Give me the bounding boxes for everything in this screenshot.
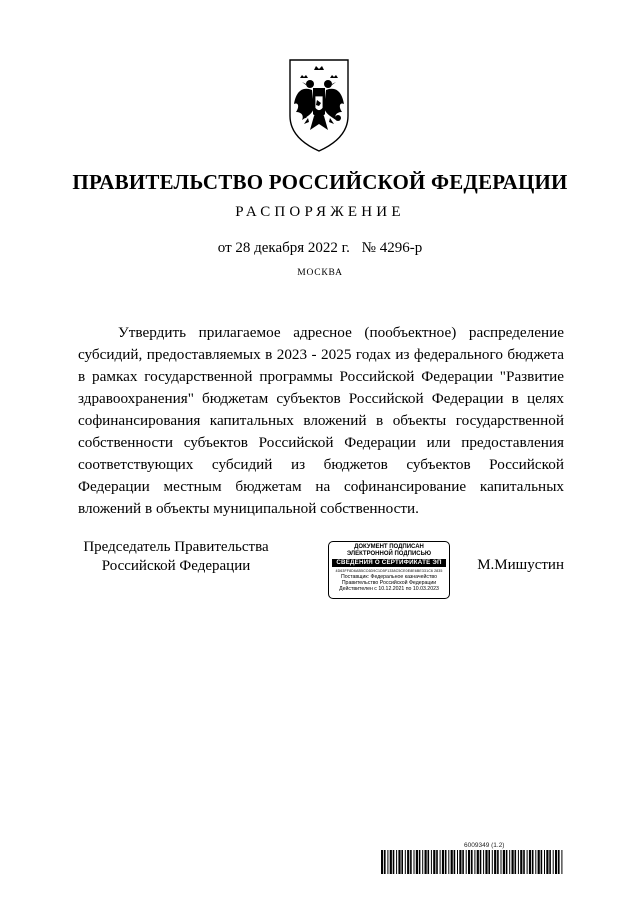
order-text: Утвердить прилагаемое адресное (пообъектное) распределение субсидий, предоставляемых в 2023 - 2025 годах из федерального бюджета в рамках государственной программы Российской Федерации "Развитие здравоохранения" бюджетам субъектов Российской Федерации в целях софинансирования капитальных вложений в объекты государственной собственности субъектов Российской Федерации или предоставления соответствующих субсидий из бюджетов субъектов Российской Федерации местным бюджетам на софинансирование капитальных вложений в объекты муниципальной собственности. [78, 324, 564, 517]
barcode-icon [381, 850, 564, 874]
date-number-line [0, 240, 640, 257]
stamp-certificate: 4D63FF8D6AB5CC6D9C1D5F1338C5CE0E8E6BE331C6 2835 [335, 569, 443, 573]
stamp-validity: Действителен с 10.12.2021 по 10.03.2023 [339, 586, 439, 593]
barcode-label: 6009349 (1.2) [464, 842, 505, 849]
city: МОСКВА [297, 268, 343, 278]
stamp-line3: СВЕДЕНИЯ О СЕРТИФИКАТЕ ЭП [332, 559, 446, 567]
signer-name: М.Мишустин [477, 557, 564, 573]
stamp-line1: ДОКУМЕНТ ПОДПИСАН [354, 544, 424, 550]
organization-title: ПРАВИТЕЛЬСТВО РОССИЙСКОЙ ФЕДЕРАЦИИ [72, 170, 568, 194]
stamp-line2: ЭЛЕКТРОННОЙ ПОДПИСЬЮ [346, 551, 432, 557]
document-date: от 28 декабря 2022 г. [217, 240, 350, 256]
document-number: № 4296-р [361, 240, 423, 256]
electronic-signature-stamp [328, 541, 450, 599]
stamp-issuer-line2: Правительство Российской Федерации [341, 580, 437, 587]
document-type: РАСПОРЯЖЕНИЕ [235, 204, 405, 220]
signer-position-line2: Российской Федерации [101, 558, 251, 574]
signer-position-line1: Председатель Правительства [83, 539, 269, 555]
stamp-issuer-line1: Поставщик: Федеральное казначейство [341, 574, 437, 580]
russian-coat-of-arms-icon [286, 58, 352, 154]
signer-position [78, 538, 274, 576]
